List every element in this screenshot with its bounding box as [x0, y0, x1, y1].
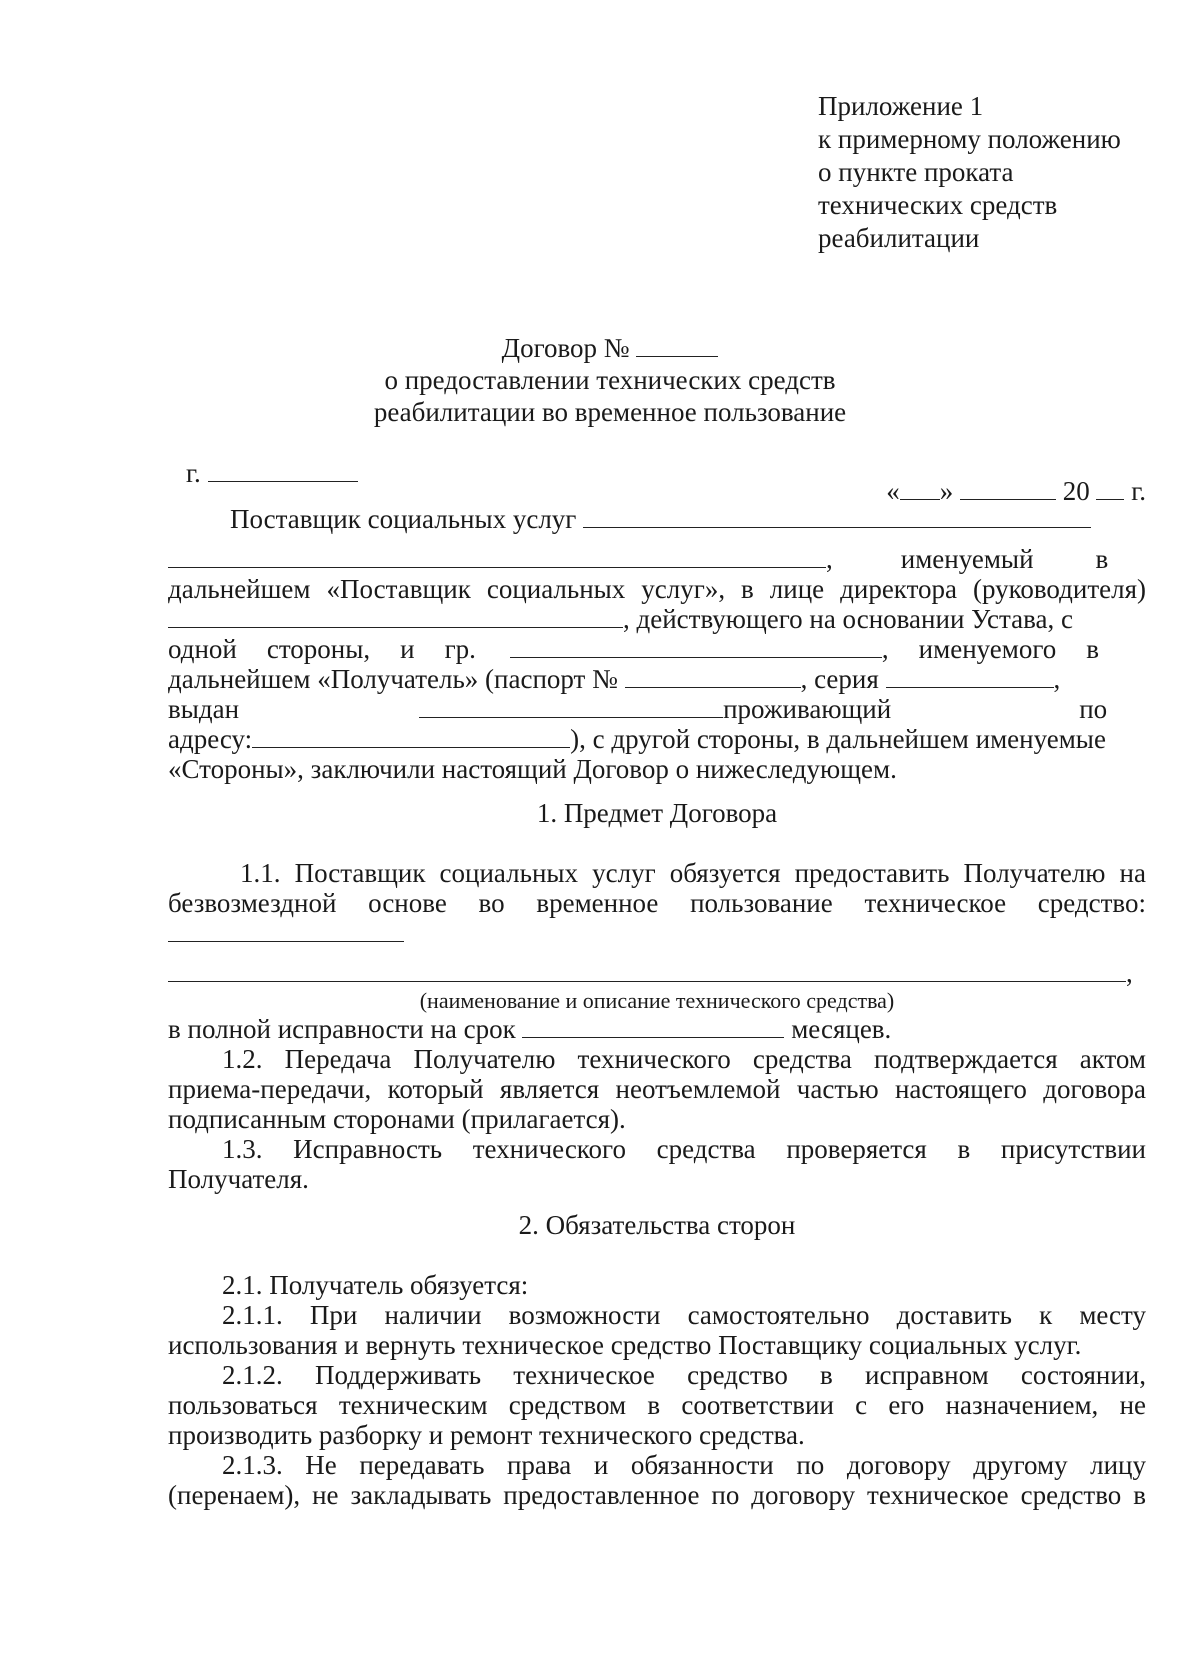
- clause-line: ,: [168, 958, 1146, 988]
- document-body: [168, 504, 1146, 1510]
- year-suffix: г.: [1131, 476, 1146, 506]
- field-caption: (наименование и описание технического средства): [419, 988, 895, 1013]
- appendix-line: Приложение 1: [818, 91, 984, 121]
- clause-line: 2.1.3. Не передавать права и обязанности по договору другому лицу: [222, 1450, 1146, 1480]
- section-heading: 1. Предмет Договора: [536, 798, 778, 828]
- months-word: месяцев.: [791, 1014, 892, 1044]
- place-blank: [208, 459, 358, 482]
- title-line: реабилитации во временное пользование: [373, 397, 847, 427]
- residing-label: проживающий: [723, 694, 892, 724]
- address-blank: [252, 727, 570, 748]
- named-word: именуемый: [900, 544, 1034, 574]
- passport-label: дальнейшем «Получатель» (паспорт №: [168, 664, 618, 694]
- preamble-line: дальнейшем «Получатель» (паспорт № , серия ,: [168, 664, 1061, 694]
- at-word: по: [1079, 694, 1108, 724]
- supplier-label: Поставщик социальных услуг: [230, 504, 577, 534]
- place-label: г.: [186, 458, 201, 488]
- and-word: и: [400, 634, 415, 664]
- month-blank: [960, 477, 1056, 500]
- series-blank: [886, 667, 1054, 688]
- term-blank: [522, 1017, 784, 1038]
- clause-line: (перенаем), не закладывать предоставленное по договору техническое средство в: [168, 1480, 1146, 1510]
- clause-line: производить разборку и ремонт технического средства.: [168, 1420, 805, 1450]
- address-label: адресу:: [168, 724, 253, 754]
- appendix-line: к примерному положению: [818, 124, 1121, 154]
- clause-line: безвозмездной основе во временное пользование техническое средство:: [168, 888, 1146, 918]
- citizen-label: гр.: [444, 634, 476, 664]
- date-quote-close: »: [939, 476, 954, 506]
- appendix-note: [818, 90, 1121, 255]
- preamble-line: , именуемый в: [168, 544, 1146, 574]
- device-blank-1: [168, 921, 404, 942]
- recipient-name-blank: [510, 637, 882, 658]
- term-label: в полной исправности на срок: [168, 1014, 516, 1044]
- one-side-word: одной: [168, 634, 237, 664]
- preamble-line: [168, 724, 1146, 754]
- in-word: в: [1095, 544, 1109, 574]
- date-quote-open: «: [886, 476, 900, 506]
- title-line: [300, 332, 920, 364]
- date-line: [886, 476, 1146, 507]
- day-blank: [900, 477, 940, 500]
- clause-line: 2.1.2. Поддерживать техническое средство в исправном состоянии,: [222, 1360, 1146, 1390]
- preamble-line: [168, 694, 1146, 724]
- preamble-line: «Стороны», заключили настоящий Договор о нижеследующем.: [168, 754, 897, 784]
- appendix-line: о пункте проката: [818, 157, 1014, 187]
- director-blank: [168, 607, 623, 628]
- clause-line: подписанным сторонами (прилагается).: [168, 1104, 626, 1134]
- side-word: стороны,: [266, 634, 371, 664]
- other-side-text: ), с другой стороны, в дальнейшем именуемые: [570, 724, 1106, 754]
- place-line: [186, 458, 358, 489]
- clause-line: использования и вернуть техническое средство Поставщику социальных услуг.: [168, 1330, 1082, 1360]
- acting-text: , действующего на основании Устава, с: [623, 604, 1073, 634]
- title-number-label: Договор №: [501, 333, 630, 363]
- preamble-line: [168, 504, 1146, 534]
- clause-line: [168, 1014, 1146, 1044]
- preamble-line: одной стороны, и гр. , именуемого в: [168, 634, 1100, 664]
- contract-number-blank: [636, 334, 718, 357]
- clause-line: приема-передачи, который является неотъемлемой частью настоящего договора: [168, 1074, 1146, 1104]
- year-blank: [1096, 477, 1124, 500]
- clause-line: 1.1. Поставщик социальных услуг обязуется предоставить Получателю на: [240, 858, 1146, 888]
- year-prefix: 20: [1062, 476, 1090, 506]
- clause-line: 2.1.1. При наличии возможности самостоятельно доставить к месту: [222, 1300, 1146, 1330]
- clause-line: пользоваться техническим средством в соответствии с его назначением, не: [168, 1390, 1146, 1420]
- clause-line: 1.3. Исправность технического средства проверяется в присутствии: [222, 1134, 1146, 1164]
- issued-blank: [419, 697, 723, 718]
- clause-line: 2.1. Получатель обязуется:: [222, 1270, 529, 1300]
- supplier-blank-2: [168, 547, 826, 568]
- section-heading: 2. Обязательства сторон: [518, 1210, 796, 1240]
- clause-line: Получателя.: [168, 1164, 309, 1194]
- passport-number-blank: [625, 667, 801, 688]
- named-word-2: именуемого: [918, 634, 1057, 664]
- title-line: о предоставлении технических средств: [384, 365, 836, 395]
- appendix-line: технических средств: [818, 190, 1058, 220]
- contract-title: [300, 332, 920, 428]
- device-blank-2: [168, 961, 1126, 982]
- preamble-line: дальнейшем «Поставщик социальных услуг», в лице директора (руководителя): [168, 574, 1146, 604]
- preamble-line: [168, 604, 1146, 634]
- clause-line: [168, 918, 1146, 948]
- in-word-2: в: [1086, 634, 1100, 664]
- supplier-blank: [583, 507, 1091, 528]
- clause-line: 1.2. Передача Получателю технического средства подтверждается актом: [222, 1044, 1146, 1074]
- series-label: , серия: [800, 664, 879, 694]
- appendix-line: реабилитации: [818, 223, 980, 253]
- issued-label: выдан: [168, 694, 240, 724]
